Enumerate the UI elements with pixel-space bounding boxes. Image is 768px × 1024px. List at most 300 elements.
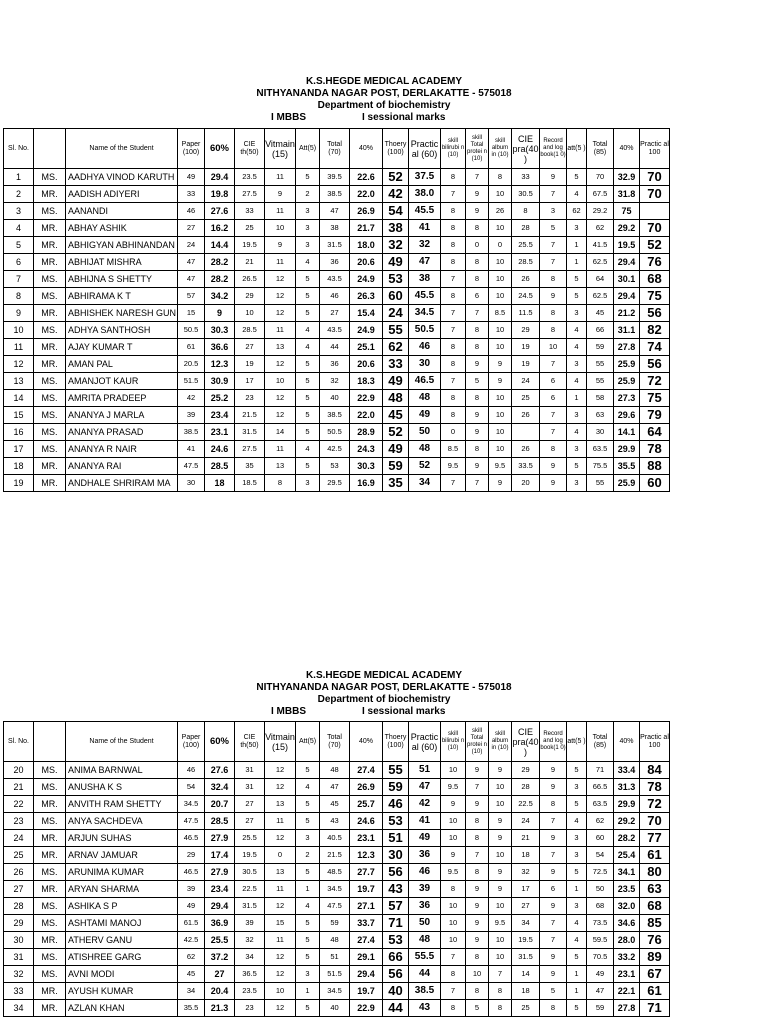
cell-skill-bilirubin: 8 (441, 203, 466, 220)
cell-total-85: 49 (587, 966, 614, 983)
cell-title: MS. (34, 390, 66, 407)
cell-theory: 54 (383, 203, 409, 220)
table-header-row (4, 129, 670, 169)
cell-att: 5 (296, 915, 320, 932)
institution-title: K.S.HEGDE MEDICAL ACADEMY (305, 670, 463, 681)
cell-theory: 40 (383, 983, 409, 1000)
table-row (4, 881, 670, 898)
cell-practical: 52 (409, 458, 441, 475)
cell-total-70: 50.5 (320, 424, 350, 441)
cell-total-70: 31.5 (320, 237, 350, 254)
header-theory: Thoery (100) (383, 722, 409, 762)
cell-skill-protein: 9 (466, 932, 489, 949)
cell-theory: 42 (383, 186, 409, 203)
header-paper: Paper (100) (178, 129, 205, 169)
cell-vitamin: 11 (265, 441, 296, 458)
cell-skill-bilirubin: 10 (441, 813, 466, 830)
cell-paper: 49 (178, 898, 205, 915)
cell-total-70: 48.5 (320, 864, 350, 881)
cell-forty-pct-2: 25.4 (614, 847, 640, 864)
cell-att5: 62 (567, 203, 587, 220)
cell-vitamin: 14 (265, 424, 296, 441)
cell-cie-pra: 26 (512, 407, 540, 424)
cell-student-name: ABHAY ASHIK (66, 220, 178, 237)
cell-att: 5 (296, 373, 320, 390)
header-att: Att(5) (296, 722, 320, 762)
cell-forty-pct: 33.7 (350, 915, 383, 932)
cell-forty-pct-2: 28.2 (614, 830, 640, 847)
cell-paper: 38.5 (178, 424, 205, 441)
cell-cie-th: 27 (235, 813, 265, 830)
cell-cie-pra: 25.5 (512, 237, 540, 254)
cell-paper: 39 (178, 407, 205, 424)
cell-record-log: 7 (540, 847, 567, 864)
marks-table-1 (3, 128, 670, 492)
cell-skill-protein: 6 (466, 288, 489, 305)
cell-att: 4 (296, 441, 320, 458)
cell-cie-pra: 19 (512, 339, 540, 356)
cell-title: MS. (34, 373, 66, 390)
cell-att: 2 (296, 847, 320, 864)
cell-sl-no: 2 (4, 186, 34, 203)
cell-att: 2 (296, 186, 320, 203)
cell-skill-albumin: 9 (489, 864, 512, 881)
table-row (4, 322, 670, 339)
cell-vitamin: 12 (265, 407, 296, 424)
cell-vitamin: 12 (265, 271, 296, 288)
header-total-85: Total (85) (587, 129, 614, 169)
cell-skill-bilirubin: 8 (441, 220, 466, 237)
cell-sixty-pct: 28.2 (205, 271, 235, 288)
cell-skill-bilirubin: 10 (441, 898, 466, 915)
cell-cie-th: 19.5 (235, 847, 265, 864)
cell-skill-protein: 8 (466, 390, 489, 407)
cell-vitamin: 8 (265, 475, 296, 492)
cell-title: MS. (34, 441, 66, 458)
cell-forty-pct: 20.6 (350, 254, 383, 271)
cell-cie-pra: 8 (512, 203, 540, 220)
cell-sl-no: 28 (4, 898, 34, 915)
table-row (4, 390, 670, 407)
cell-forty-pct-2: 29.6 (614, 407, 640, 424)
cell-paper: 27 (178, 220, 205, 237)
cell-skill-albumin: 9 (489, 830, 512, 847)
header-title (34, 129, 66, 169)
cell-sixty-pct: 36.9 (205, 915, 235, 932)
cell-sixty-pct: 27.6 (205, 762, 235, 779)
cell-skill-protein: 9 (466, 424, 489, 441)
cell-theory: 46 (383, 796, 409, 813)
table-row (4, 813, 670, 830)
cell-theory: 32 (383, 237, 409, 254)
cell-student-name: AJAY KUMAR T (66, 339, 178, 356)
cell-record-log: 8 (540, 305, 567, 322)
cell-att: 5 (296, 796, 320, 813)
cell-sixty-pct: 19.8 (205, 186, 235, 203)
cell-total-70: 48 (320, 762, 350, 779)
cell-paper: 49 (178, 169, 205, 186)
cell-total-85: 63.5 (587, 796, 614, 813)
cell-att5: 1 (567, 390, 587, 407)
cell-skill-albumin: 0 (489, 237, 512, 254)
cell-theory: 49 (383, 373, 409, 390)
address-line: NITHYANANDA NAGAR POST, DERLAKATTE - 575018 (256, 682, 512, 693)
cell-theory: 52 (383, 424, 409, 441)
cell-practical-100: 78 (640, 441, 670, 458)
cell-total-85: 50 (587, 881, 614, 898)
cell-paper: 29 (178, 847, 205, 864)
cell-skill-protein: 8 (466, 864, 489, 881)
cell-cie-pra: 33 (512, 169, 540, 186)
cell-skill-albumin: 9 (489, 762, 512, 779)
cell-student-name: ARNAV JAMUAR (66, 847, 178, 864)
cell-skill-albumin: 10 (489, 322, 512, 339)
header-sl-no: Sl. No. (4, 129, 34, 169)
cell-practical: 45.5 (409, 203, 441, 220)
cell-paper: 51.5 (178, 373, 205, 390)
cell-paper: 61 (178, 339, 205, 356)
cell-sl-no: 34 (4, 1000, 34, 1017)
cell-att5: 4 (567, 915, 587, 932)
cell-cie-th: 22.5 (235, 881, 265, 898)
cell-paper: 45 (178, 966, 205, 983)
cell-forty-pct: 24.9 (350, 271, 383, 288)
cell-cie-th: 19 (235, 356, 265, 373)
header-vitamin: Vitmain (15) (265, 722, 296, 762)
cell-skill-protein: 8 (466, 254, 489, 271)
table-row (4, 356, 670, 373)
cell-vitamin: 12 (265, 1000, 296, 1017)
cell-total-70: 46 (320, 288, 350, 305)
cell-skill-bilirubin: 9 (441, 796, 466, 813)
cell-record-log: 9 (540, 898, 567, 915)
cell-att: 4 (296, 779, 320, 796)
cell-title: MS. (34, 288, 66, 305)
cell-cie-pra: 18 (512, 983, 540, 1000)
cell-skill-protein: 8 (466, 322, 489, 339)
cell-att5: 4 (567, 322, 587, 339)
cell-forty-pct-2: 25.9 (614, 373, 640, 390)
course-label: I MBBS (271, 112, 306, 123)
cell-cie-th: 19.5 (235, 237, 265, 254)
cell-skill-albumin: 10 (489, 254, 512, 271)
cell-sl-no: 21 (4, 779, 34, 796)
cell-forty-pct-2: 21.2 (614, 305, 640, 322)
cell-sl-no: 12 (4, 356, 34, 373)
cell-forty-pct-2: 33.4 (614, 762, 640, 779)
cell-cie-pra: 17 (512, 881, 540, 898)
cell-practical-100: 61 (640, 847, 670, 864)
cell-skill-albumin: 10 (489, 288, 512, 305)
cell-total-70: 59 (320, 915, 350, 932)
cell-practical: 42 (409, 796, 441, 813)
header-practical-100: Practic al 100 (640, 722, 670, 762)
cell-forty-pct: 21.7 (350, 220, 383, 237)
cell-cie-th: 27.5 (235, 441, 265, 458)
cell-paper: 62 (178, 949, 205, 966)
cell-skill-bilirubin: 8 (441, 966, 466, 983)
cell-forty-pct: 27.4 (350, 762, 383, 779)
cell-att5: 5 (567, 169, 587, 186)
cell-sixty-pct: 9 (205, 305, 235, 322)
cell-forty-pct-2: 34.1 (614, 864, 640, 881)
cell-sl-no: 27 (4, 881, 34, 898)
institution-title: K.S.HEGDE MEDICAL ACADEMY (305, 76, 463, 87)
cell-sl-no: 5 (4, 237, 34, 254)
cell-forty-pct: 24.3 (350, 441, 383, 458)
header-practical-100: Practic al 100 (640, 129, 670, 169)
cell-student-name: ANUSHA K S (66, 779, 178, 796)
cell-cie-th: 18.5 (235, 475, 265, 492)
cell-student-name: ARJUN SUHAS (66, 830, 178, 847)
cell-sixty-pct: 23.4 (205, 881, 235, 898)
cell-total-85: 62 (587, 220, 614, 237)
cell-forty-pct-2: 32.0 (614, 898, 640, 915)
cell-forty-pct-2: 31.8 (614, 186, 640, 203)
cell-skill-albumin: 10 (489, 390, 512, 407)
cell-theory: 43 (383, 881, 409, 898)
cell-att: 5 (296, 305, 320, 322)
cell-sl-no: 22 (4, 796, 34, 813)
cell-record-log: 3 (540, 203, 567, 220)
table-row (4, 254, 670, 271)
header-student-name: Name of the Student (66, 722, 178, 762)
cell-skill-bilirubin: 7 (441, 271, 466, 288)
cell-skill-bilirubin: 9.5 (441, 458, 466, 475)
cell-total-85: 59.5 (587, 932, 614, 949)
cell-cie-th: 25 (235, 220, 265, 237)
cell-record-log: 8 (540, 322, 567, 339)
cell-forty-pct-2: 31.3 (614, 779, 640, 796)
cell-skill-albumin: 26 (489, 203, 512, 220)
cell-skill-albumin: 8 (489, 1000, 512, 1017)
cell-sl-no: 14 (4, 390, 34, 407)
cell-att5: 4 (567, 373, 587, 390)
cell-skill-albumin: 8 (489, 983, 512, 1000)
cell-practical-100: 72 (640, 796, 670, 813)
cell-sixty-pct: 20.4 (205, 983, 235, 1000)
cell-att5: 1 (567, 966, 587, 983)
cell-practical-100: 89 (640, 949, 670, 966)
cell-forty-pct-2: 33.2 (614, 949, 640, 966)
cell-sixty-pct: 14.4 (205, 237, 235, 254)
cell-cie-th: 33 (235, 203, 265, 220)
cell-cie-pra: 18 (512, 847, 540, 864)
cell-skill-protein: 8 (466, 271, 489, 288)
cell-cie-pra: 24 (512, 373, 540, 390)
cell-sl-no: 26 (4, 864, 34, 881)
cell-sl-no: 32 (4, 966, 34, 983)
cell-practical-100: 70 (640, 186, 670, 203)
cell-total-85: 66.5 (587, 779, 614, 796)
cell-vitamin: 12 (265, 779, 296, 796)
cell-att: 3 (296, 966, 320, 983)
cell-student-name: ATISHREE GARG (66, 949, 178, 966)
table-row (4, 983, 670, 1000)
cell-skill-bilirubin: 9.5 (441, 779, 466, 796)
cell-cie-pra (512, 424, 540, 441)
cell-theory: 51 (383, 830, 409, 847)
header-skill-bilirubin: skill bilirubi n (10) (441, 722, 466, 762)
cell-cie-th: 23.5 (235, 169, 265, 186)
cell-paper: 47 (178, 254, 205, 271)
cell-practical-100: 76 (640, 254, 670, 271)
cell-total-70: 43.5 (320, 322, 350, 339)
cell-sixty-pct: 29.4 (205, 898, 235, 915)
cell-vitamin: 11 (265, 203, 296, 220)
cell-total-85: 62.5 (587, 288, 614, 305)
cell-vitamin: 12 (265, 390, 296, 407)
cell-record-log: 9 (540, 949, 567, 966)
cell-practical: 39 (409, 881, 441, 898)
cell-att5: 3 (567, 441, 587, 458)
cell-cie-th: 35 (235, 458, 265, 475)
cell-forty-pct-2: 28.0 (614, 932, 640, 949)
table-row (4, 186, 670, 203)
cell-cie-pra: 19.5 (512, 932, 540, 949)
cell-total-85: 73.5 (587, 915, 614, 932)
cell-skill-bilirubin: 8 (441, 169, 466, 186)
cell-total-85: 63 (587, 407, 614, 424)
cell-record-log: 9 (540, 966, 567, 983)
cell-skill-albumin: 7 (489, 966, 512, 983)
cell-cie-pra: 32 (512, 864, 540, 881)
cell-skill-albumin: 10 (489, 220, 512, 237)
cell-vitamin: 11 (265, 254, 296, 271)
cell-cie-pra: 21 (512, 830, 540, 847)
cell-title: MR. (34, 237, 66, 254)
cell-record-log: 9 (540, 779, 567, 796)
cell-skill-protein: 7 (466, 169, 489, 186)
cell-theory: 44 (383, 1000, 409, 1017)
cell-cie-th: 27 (235, 339, 265, 356)
cell-skill-protein: 0 (466, 237, 489, 254)
cell-sl-no: 9 (4, 305, 34, 322)
cell-forty-pct: 18.3 (350, 373, 383, 390)
cell-paper: 46.5 (178, 864, 205, 881)
cell-cie-pra: 27 (512, 898, 540, 915)
cell-cie-th: 32 (235, 932, 265, 949)
cell-sixty-pct: 25.2 (205, 390, 235, 407)
cell-skill-protein: 8 (466, 441, 489, 458)
cell-forty-pct: 27.7 (350, 864, 383, 881)
cell-cie-th: 36.5 (235, 966, 265, 983)
cell-record-log: 7 (540, 356, 567, 373)
cell-forty-pct: 24.9 (350, 322, 383, 339)
cell-skill-albumin: 10 (489, 339, 512, 356)
cell-title: MS. (34, 424, 66, 441)
cell-sixty-pct: 29.4 (205, 169, 235, 186)
cell-total-70: 21.5 (320, 847, 350, 864)
cell-sl-no: 25 (4, 847, 34, 864)
exam-line (0, 112, 768, 124)
header-forty-pct-2: 40% (614, 129, 640, 169)
cell-cie-pra: 26 (512, 271, 540, 288)
cell-cie-th: 31 (235, 779, 265, 796)
table-row (4, 864, 670, 881)
cell-theory: 24 (383, 305, 409, 322)
cell-cie-pra: 24.5 (512, 288, 540, 305)
cell-total-85: 70 (587, 169, 614, 186)
cell-att5: 4 (567, 186, 587, 203)
cell-total-85: 72.5 (587, 864, 614, 881)
cell-cie-th: 31.5 (235, 898, 265, 915)
header-student-name: Name of the Student (66, 129, 178, 169)
cell-practical: 46 (409, 864, 441, 881)
header-forty-pct-2: 40% (614, 722, 640, 762)
cell-practical: 36 (409, 847, 441, 864)
cell-paper: 57 (178, 288, 205, 305)
cell-paper: 47.5 (178, 458, 205, 475)
cell-practical-100: 70 (640, 220, 670, 237)
cell-title: MR. (34, 458, 66, 475)
cell-title: MR. (34, 186, 66, 203)
cell-title: MS. (34, 271, 66, 288)
table-row (4, 915, 670, 932)
cell-sixty-pct: 12.3 (205, 356, 235, 373)
cell-skill-albumin: 10 (489, 271, 512, 288)
cell-sixty-pct: 30.3 (205, 322, 235, 339)
cell-forty-pct-2: 14.1 (614, 424, 640, 441)
cell-sixty-pct: 34.2 (205, 288, 235, 305)
cell-att5: 3 (567, 305, 587, 322)
cell-forty-pct: 25.1 (350, 339, 383, 356)
cell-skill-bilirubin: 8 (441, 1000, 466, 1017)
cell-record-log: 7 (540, 915, 567, 932)
cell-cie-pra: 30.5 (512, 186, 540, 203)
cell-skill-bilirubin: 10 (441, 932, 466, 949)
table-row (4, 373, 670, 390)
cell-practical: 41 (409, 220, 441, 237)
cell-att: 1 (296, 881, 320, 898)
cell-record-log: 5 (540, 983, 567, 1000)
cell-student-name: ARYAN SHARMA (66, 881, 178, 898)
cell-skill-bilirubin: 8 (441, 254, 466, 271)
cell-practical-100: 60 (640, 475, 670, 492)
cell-total-70: 38.5 (320, 407, 350, 424)
cell-practical: 44 (409, 966, 441, 983)
cell-practical: 49 (409, 830, 441, 847)
cell-vitamin: 12 (265, 898, 296, 915)
exam-label: I sessional marks (362, 112, 446, 123)
table-row (4, 305, 670, 322)
cell-sl-no: 13 (4, 373, 34, 390)
cell-title: MS. (34, 322, 66, 339)
cell-practical: 45.5 (409, 288, 441, 305)
cell-skill-protein: 9 (466, 356, 489, 373)
cell-sl-no: 29 (4, 915, 34, 932)
cell-skill-protein: 9 (466, 203, 489, 220)
cell-total-85: 55 (587, 373, 614, 390)
cell-skill-bilirubin: 8 (441, 237, 466, 254)
header-record-log: Record and log book(1 0) (540, 722, 567, 762)
cell-total-70: 32 (320, 373, 350, 390)
cell-sl-no: 23 (4, 813, 34, 830)
cell-practical-100: 63 (640, 881, 670, 898)
cell-practical: 41 (409, 813, 441, 830)
cell-paper: 42.5 (178, 932, 205, 949)
cell-practical: 38.5 (409, 983, 441, 1000)
cell-sixty-pct: 25.5 (205, 932, 235, 949)
table-row (4, 288, 670, 305)
cell-vitamin: 13 (265, 864, 296, 881)
cell-cie-th: 30.5 (235, 864, 265, 881)
cell-student-name: ANDHALE SHRIRAM MA (66, 475, 178, 492)
cell-title: MR. (34, 983, 66, 1000)
cell-record-log: 5 (540, 220, 567, 237)
table-row (4, 458, 670, 475)
cell-att5: 3 (567, 779, 587, 796)
